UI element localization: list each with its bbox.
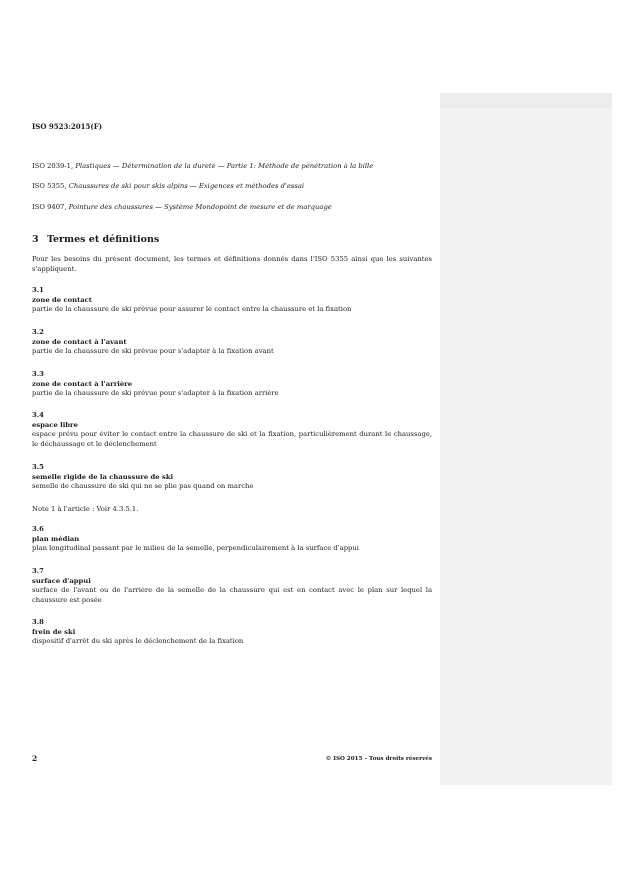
- term-number: 3.2: [32, 328, 44, 336]
- term-number: 3.8: [32, 618, 44, 626]
- term-entry: [32, 618, 432, 647]
- term-entry: [32, 463, 432, 492]
- section-title: Termes et définitions: [47, 234, 160, 245]
- reference-title: Plastiques — Détermination de la dureté — Partie 1: Méthode de pénétration à la bille: [75, 162, 374, 170]
- term-number: 3.6: [32, 525, 44, 533]
- term-name: espace libre: [32, 420, 78, 429]
- term-name: plan médian: [32, 534, 80, 543]
- term-entry: [32, 370, 432, 399]
- section-heading: [32, 234, 159, 245]
- page-number: 2: [32, 754, 38, 763]
- reference-iso-9407: [32, 203, 332, 211]
- reference-code: ISO 2039-1,: [32, 162, 76, 170]
- term-name: surface d'appui: [32, 576, 91, 585]
- term-definition: plan longitudinal passant par le milieu de la semelle, perpendiculairement à la surface d'appui: [32, 544, 359, 553]
- reference-title: Chaussures de ski pour skis alpins — Exigences et méthodes d'essai: [68, 182, 305, 190]
- term-definition: partie de la chaussure de ski prévue pour s'adapter à la fixation avant: [32, 347, 274, 356]
- section-intro: Pour les besoins du présent document, les termes et définitions donnés dans l'ISO 5355 ainsi que les suivantes s'appliquent.: [32, 255, 432, 273]
- term-name: zone de contact à l'avant: [32, 337, 127, 346]
- copyright-notice: © ISO 2015 – Tous droits réservés: [325, 756, 432, 762]
- term-name: semelle rigide de la chaussure de ski: [32, 472, 174, 481]
- term-number: 3.5: [32, 463, 44, 471]
- comment-pane: [440, 93, 612, 785]
- term-entry: [32, 567, 432, 605]
- term-definition: semelle de chaussure de ski qui ne se plie pas quand on marche: [32, 482, 254, 491]
- term-name: zone de contact à l'arrière: [32, 379, 133, 388]
- term-number: 3.7: [32, 567, 44, 575]
- term-definition: surface de l'avant ou de l'arrière de la semelle de la chaussure qui est en contact avec le plan sur lequel la chaussure est posée: [32, 586, 432, 604]
- term-entry: [32, 328, 432, 357]
- term-number: 3.3: [32, 370, 44, 378]
- reference-code: ISO 5355,: [32, 182, 69, 190]
- section-number: 3: [32, 234, 39, 245]
- term-definition: espace prévu pour éviter le contact entre la chaussure de ski et la fixation, particulièrement durant le chaussage, le déchaussage et le déclenchement: [32, 430, 432, 448]
- document-id-header: ISO 9523:2015(F): [32, 122, 103, 131]
- term-entry: [32, 286, 432, 315]
- term-definition: dispositif d'arrêt du ski après le déclenchement de la fixation: [32, 637, 244, 646]
- term-entry: [32, 525, 432, 554]
- reference-iso-5355: [32, 182, 304, 190]
- term-definition: partie de la chaussure de ski prévue pour s'adapter à la fixation arrière: [32, 389, 279, 398]
- term-entry: [32, 411, 432, 449]
- term-name: zone de contact: [32, 295, 92, 304]
- reference-title: Pointure des chaussures — Système Mondopoint de mesure et de marquage: [68, 203, 332, 211]
- term-note: Note 1 à l'article : Voir 4.3.5.1.: [32, 505, 139, 513]
- reference-code: ISO 9407,: [32, 203, 69, 211]
- term-definition: partie de la chaussure de ski prévue pour assurer le contact entre la chaussure et la fixation: [32, 305, 352, 314]
- comment-pane-header: [440, 93, 612, 108]
- term-number: 3.4: [32, 411, 44, 419]
- reference-iso-2039-1: [32, 162, 373, 170]
- term-name: frein de ski: [32, 627, 76, 636]
- term-number: 3.1: [32, 286, 44, 294]
